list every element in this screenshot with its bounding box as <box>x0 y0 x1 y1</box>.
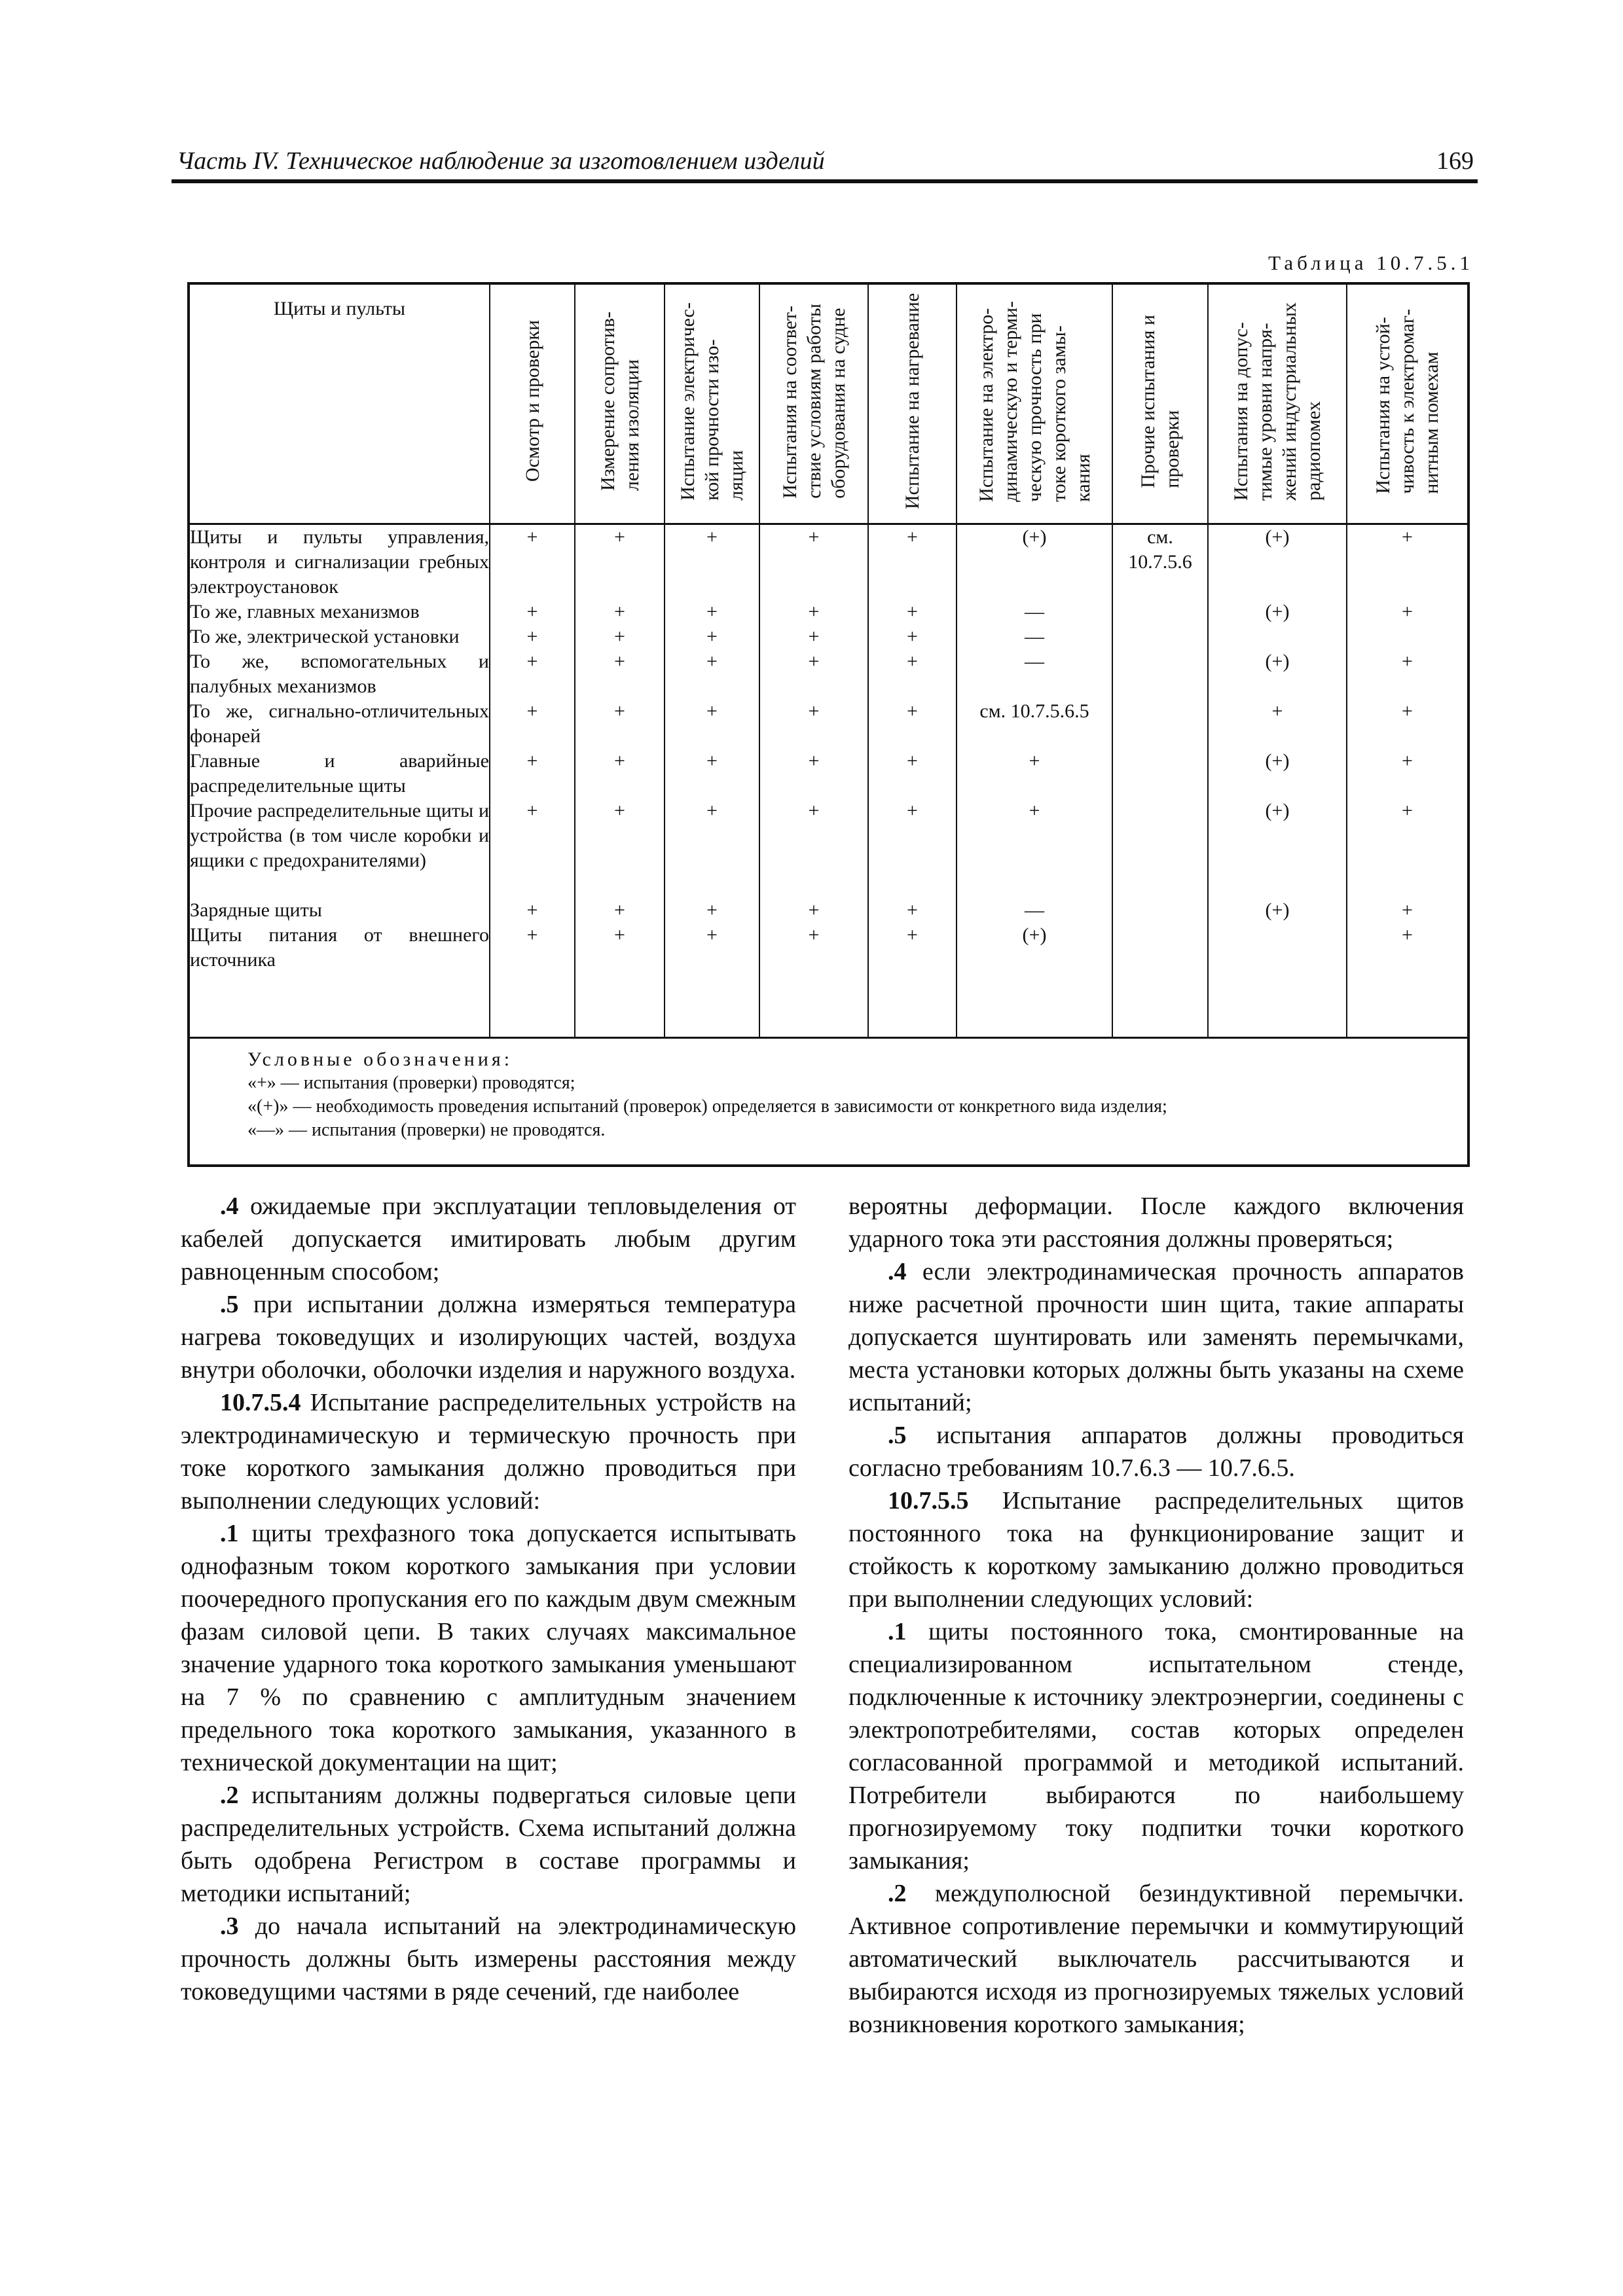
column-values-6 <box>957 524 1112 1037</box>
row-label: Прочие распределительные щиты и устройства (в том числе коробки и ящики с предохранителями) <box>190 800 489 871</box>
table-cell: + <box>907 700 918 722</box>
running-header <box>172 140 1478 183</box>
table-cell: (+) <box>1265 750 1290 772</box>
paragraph: .1 щиты трехфазного тока допускается испытывать однофазным током короткого замыкания при условии поочередного пропускания его по каждым двум смежным фазам силовой цепи. В таких случаях максимальное значение ударного тока короткого замыкания уменьшают на 7 % по сравнению с амплитудным значением предельного тока короткого замыкания, указанного в технической документации на щит; <box>181 1520 796 1776</box>
table-cell <box>1113 749 1207 798</box>
table-body <box>190 524 1467 1037</box>
table-cell: (+) <box>1022 924 1047 946</box>
legend-title: Условные обозначения: <box>247 1049 513 1070</box>
row-label: Зарядные щиты <box>190 899 322 921</box>
table-cell: + <box>808 899 820 921</box>
table-cell: (+) <box>1265 601 1290 622</box>
row-names-column <box>190 524 490 1037</box>
column-header-2 <box>575 285 665 524</box>
table-cell: + <box>706 626 718 647</box>
table-cell <box>1113 600 1207 624</box>
legend-item: «(+)» — необходимость проведения испытаний (проверок) определяется в зависимости от конкретного вида изделия; <box>247 1096 1167 1117</box>
table-cell: + <box>808 750 820 772</box>
table-cell: + <box>614 700 625 722</box>
table-cell: + <box>526 651 538 672</box>
table-cell <box>1113 898 1207 923</box>
table-cell <box>1113 624 1207 649</box>
table-cell: + <box>907 526 918 548</box>
paragraph-number: .1 <box>220 1520 239 1547</box>
table-cell: + <box>808 800 820 821</box>
column-values-5 <box>868 524 957 1037</box>
row-label: Главные и аварийные распределительные щиты <box>190 750 489 797</box>
running-header-title: Часть IV. Техническое наблюдение за изготовлением изделий <box>177 147 825 175</box>
table-caption: Таблица 10.7.5.1 <box>1268 251 1474 274</box>
column-values-1 <box>490 524 575 1037</box>
column-values-4 <box>759 524 868 1037</box>
table-cell <box>1113 798 1207 898</box>
column-header-label: Испытания на соответ- ствие условиям работы оборудования на судне <box>778 304 849 499</box>
legend-item: «+» — испытания (проверки) проводятся; <box>247 1073 575 1093</box>
paragraph: 10.7.5.5 Испытание распределительных щитов постоянного тока на функционирование защит и стойкость к короткому замыканию должно проводиться при выполнении следующих условий: <box>848 1487 1464 1613</box>
table-cell: + <box>706 750 718 772</box>
legend-item: «—» — испытания (проверки) не проводятся. <box>247 1120 606 1140</box>
row-label: То же, вспомогательных и палубных механизмов <box>190 651 489 697</box>
column-header-6 <box>957 285 1112 524</box>
column-header-label: Испытание на электро- динамическую и терми- ческую прочность при токе короткого замы- кания <box>975 300 1094 502</box>
table-cell: + <box>526 800 538 821</box>
right-text-column <box>848 1190 1464 2041</box>
table-cell: (+) <box>1265 651 1290 672</box>
paragraph: .4 если электродинамическая прочность аппаратов ниже расчетной прочности шин щита, такие аппараты допускается шунтировать или заменять перемычками, места установки которых должны быть указаны на схеме испытаний; <box>848 1258 1464 1416</box>
row-label: Щиты и пульты управления, контроля и сигнализации гребных электроустановок <box>190 526 489 598</box>
table-cell: + <box>1029 750 1040 772</box>
left-text-column <box>181 1190 796 2008</box>
table-cell: + <box>808 924 820 946</box>
table-cell: см. 10.7.5.6.5 <box>979 700 1089 722</box>
table-cell: (+) <box>1265 526 1290 548</box>
table-cell: + <box>614 924 625 946</box>
paragraph-number: .2 <box>888 1880 907 1907</box>
table-cell: + <box>706 651 718 672</box>
table-cell: + <box>526 750 538 772</box>
paragraph: .1 щиты постоянного тока, смонтированные на специализированном испытательном стенде, подключенные к источнику электроэнергии, соединены с электропотребителями, состав которых определен согласованной программой и методикой испытаний. Потребители выбираются по наибольшему прогнозируемому току подпитки точки короткого замыкания; <box>848 1618 1464 1874</box>
table-cell: + <box>706 899 718 921</box>
table-cell <box>1113 649 1207 699</box>
table-cell: + <box>1402 651 1413 672</box>
table-cell: + <box>1402 601 1413 622</box>
table-cell: + <box>907 800 918 821</box>
table-header-row <box>190 285 1467 524</box>
table-cell <box>1113 699 1207 749</box>
column-values-7 <box>1112 524 1208 1037</box>
table-cell: + <box>1402 700 1413 722</box>
corner-header: Щиты и пульты <box>273 298 406 319</box>
paragraph-number: .5 <box>888 1422 907 1449</box>
table-cell: + <box>1402 750 1413 772</box>
table-cell: + <box>907 924 918 946</box>
paragraph-number: 10.7.5.5 <box>888 1487 969 1515</box>
paragraph-number: .5 <box>220 1291 239 1318</box>
paragraph-number: 10.7.5.4 <box>220 1389 301 1416</box>
table-cell: — <box>1025 601 1044 622</box>
table-cell: + <box>526 924 538 946</box>
table-cell: + <box>526 601 538 622</box>
column-header-1 <box>490 285 575 524</box>
table-cell: + <box>614 601 625 622</box>
paragraph: .3 до начала испытаний на электродинамическую прочность должны быть измерены расстояния между токоведущими частями в ряде сечений, где наиболее <box>181 1912 796 2005</box>
column-header-label: Прочие испытания и проверки <box>1137 314 1183 488</box>
column-header-5 <box>868 285 957 524</box>
paragraph: .5 при испытании должна измеряться температура нагрева токоведущих и изолирующих частей, воздуха внутри оболочки, оболочки изделия и наружного воздуха. <box>181 1291 796 1384</box>
table-cell: + <box>1402 899 1413 921</box>
table-cell: + <box>907 626 918 647</box>
column-header-7 <box>1112 285 1208 524</box>
corner-header-cell <box>190 285 490 524</box>
table-cell: (+) <box>1022 526 1047 548</box>
table-legend <box>190 1037 1467 1142</box>
table-cell: — <box>1025 626 1044 647</box>
table-cell: + <box>808 626 820 647</box>
paragraph: .4 ожидаемые при эксплуатации тепловыделения от кабелей допускается имитировать любым другим равноценным способом; <box>181 1193 796 1285</box>
table-cell <box>1347 624 1467 649</box>
column-header-label: Осмотр и проверки <box>521 320 543 482</box>
table-cell: + <box>1402 924 1413 946</box>
table-cell: + <box>614 651 625 672</box>
column-header-8 <box>1208 285 1347 524</box>
table-cell: + <box>808 651 820 672</box>
table-cell: + <box>526 899 538 921</box>
paragraph-number: .1 <box>888 1618 907 1645</box>
table-cell: + <box>1029 800 1040 821</box>
table-cell: + <box>907 601 918 622</box>
table-cell: + <box>1271 700 1283 722</box>
paragraph: .2 испытаниям должны подвергаться силовые цепи распределительных устройств. Схема испытаний должна быть одобрена Регистром в составе программы и методики испытаний; <box>181 1782 796 1907</box>
table-cell: + <box>808 526 820 548</box>
page-number: 169 <box>1436 147 1474 175</box>
table-cell: (+) <box>1265 800 1290 821</box>
table-cell: + <box>1402 800 1413 821</box>
table-cell: + <box>614 626 625 647</box>
table-cell: + <box>614 800 625 821</box>
paragraph-number: .3 <box>220 1912 239 1940</box>
row-label: Щиты питания от внешнего источника <box>190 924 489 971</box>
column-values-3 <box>665 524 759 1037</box>
table-cell: + <box>808 700 820 722</box>
table-cell: + <box>706 526 718 548</box>
column-header-9 <box>1347 285 1467 524</box>
table-cell: — <box>1025 651 1044 672</box>
table-cell <box>1113 923 1207 973</box>
row-label: То же, главных механизмов <box>190 601 420 622</box>
paragraph-number: .4 <box>888 1258 907 1285</box>
table-cell: + <box>907 899 918 921</box>
table-cell: (+) <box>1265 899 1290 921</box>
table-cell: + <box>1402 526 1413 548</box>
table-cell: + <box>706 700 718 722</box>
column-header-label: Испытания на допус- тимые уровни напря- жений индустриальных радиопомех <box>1230 302 1324 501</box>
column-header-3 <box>665 285 759 524</box>
paragraph-number: .2 <box>220 1782 239 1809</box>
column-header-label: Испытание на нагревание <box>902 293 923 509</box>
paragraph: вероятны деформации. После каждого включения ударного тока эти расстояния должны проверяться; <box>848 1193 1464 1253</box>
table-cell: + <box>706 800 718 821</box>
table-cell <box>1209 624 1346 649</box>
table-cell: + <box>614 899 625 921</box>
table-cell: + <box>706 924 718 946</box>
table-cell: + <box>526 626 538 647</box>
table-cell: + <box>526 700 538 722</box>
table-cell: + <box>907 651 918 672</box>
table-cell <box>1209 923 1346 973</box>
column-values-9 <box>1347 524 1467 1037</box>
paragraph: .5 испытания аппаратов должны проводиться согласно требованиям 10.7.6.3 — 10.7.6.5. <box>848 1422 1464 1482</box>
column-header-4 <box>759 285 868 524</box>
row-label: То же, сигнально-отличительных фонарей <box>190 700 489 747</box>
table-cell: + <box>907 750 918 772</box>
row-label: То же, электрической установки <box>190 626 460 647</box>
paragraph: .2 междуполюсной безиндуктивной перемычки. Активное сопротивление перемычки и коммутирующий автоматический выключатель рассчитываются и выбираются исходя из прогнозируемых тяжелых условий возникновения короткого замыкания; <box>848 1880 1464 2038</box>
table-cell: + <box>526 526 538 548</box>
table-cell: — <box>1025 899 1044 921</box>
table-cell: + <box>614 750 625 772</box>
paragraph: 10.7.5.4 Испытание распределительных устройств на электродинамическую и термическую прочность при токе короткого замыкания должно проводиться при выполнении следующих условий: <box>181 1389 796 1515</box>
column-header-label: Испытание электричес- кой прочности изо- ляции <box>677 302 747 501</box>
table-cell: + <box>614 526 625 548</box>
column-header-label: Испытания на устой- чивость к электромаг- нитным помехам <box>1372 308 1442 494</box>
paragraph-number: .4 <box>220 1193 239 1220</box>
data-table <box>190 285 1467 1037</box>
table-frame <box>187 282 1470 1167</box>
column-values-8 <box>1208 524 1347 1037</box>
table-cell: см. 10.7.5.6 <box>1128 526 1192 573</box>
table-cell: + <box>706 601 718 622</box>
table-cell: + <box>808 601 820 622</box>
column-values-2 <box>575 524 665 1037</box>
column-header-label: Измерение сопротив- ления изоляции <box>596 312 643 491</box>
